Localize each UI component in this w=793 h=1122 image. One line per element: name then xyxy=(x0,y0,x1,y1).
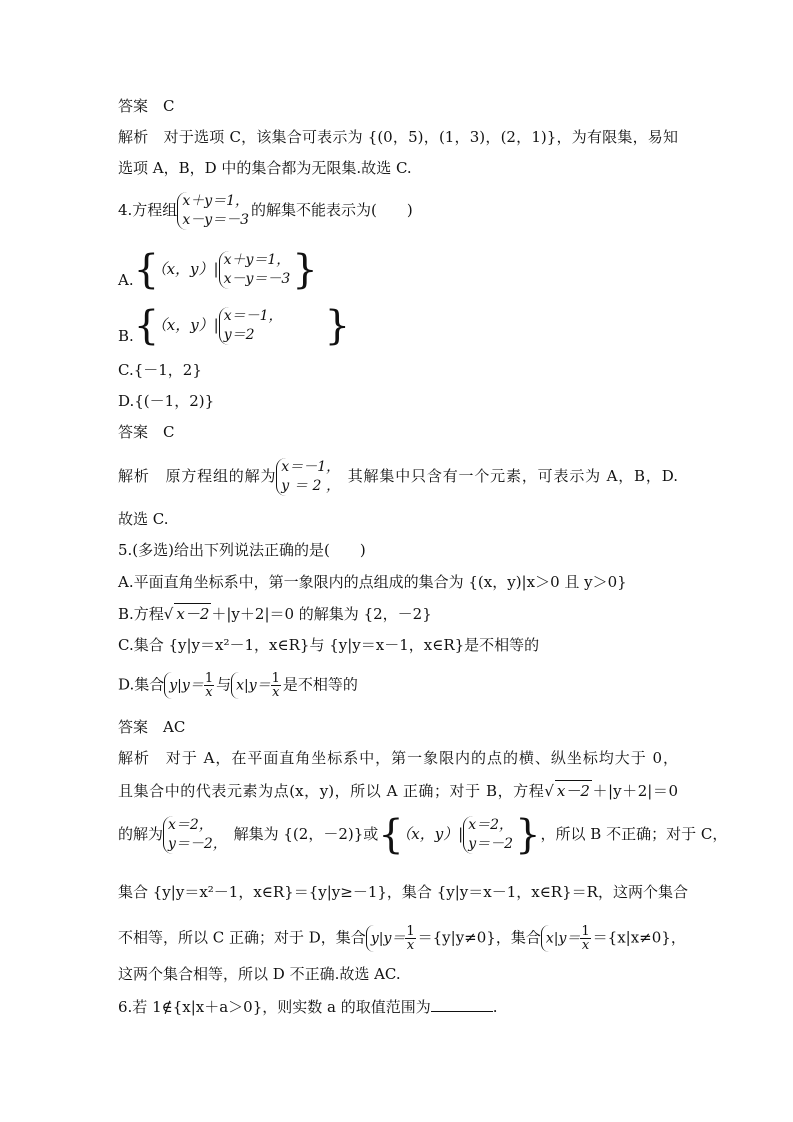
q4-answer: 答案 C xyxy=(118,423,175,441)
q4-stem: 4.方程组 x＋y＝1， x－y＝－3 的解集不能表示为( ) xyxy=(118,193,413,228)
q5-option-c: C.集合 {y|y＝x²－1，x∈R}与 {y|y＝x－1，x∈R}是不相等的 xyxy=(118,636,540,654)
q5-explanation-line5: 不相等，所以 C 正确；对于 D，集合 y|y＝ $\frac{1}{x}$ ＝{y|y≠0}，集合 x|y＝ $\frac{1}{x}$ ＝{x|x≠0}， xyxy=(118,924,686,953)
q5-explanation-line1: 解析 对于 A，在平面直角坐标系中，第一象限内的点的横、纵坐标均大于 0， xyxy=(118,749,678,767)
answer-prev: 答案 C xyxy=(118,97,175,115)
q4-option-d: D.{(－1，2)} xyxy=(118,392,215,410)
q4-explanation-end: 故选 C. xyxy=(118,510,169,528)
q6-stem: 6.若 1∉{x|x＋a＞0}，则实数 a 的取值范围为 . xyxy=(118,998,498,1016)
q5-explanation-line6: 这两个集合相等，所以 D 不正确.故选 AC. xyxy=(118,965,401,983)
q5-answer: 答案 AC xyxy=(118,718,186,736)
q4-option-c: C.{－1，2} xyxy=(118,361,202,379)
q5-option-d: D.集合 y|y＝ $\frac{1}{x}$ 与 x|y＝ $\frac{1}{x}$ 是不相等的 xyxy=(118,671,358,700)
answer-blank xyxy=(431,997,493,1012)
q5-option-b: B.方程√ x－2 ＋|y＋2|＝0 的解集为 {2，－2} xyxy=(118,605,432,623)
q4-option-b: B.{（x，y）| x＝－1， y＝2 } xyxy=(118,303,351,349)
q5-explanation-line2: 且集合中的代表元素为点(x，y)，所以 A 正确；对于 B，方程√ x－2 ＋|y＋2|＝0 xyxy=(118,782,678,800)
explanation-prev-line1: 解析 对于选项 C，该集合可表示为 {(0，5)，(1，3)，(2，1)}，为有限集，易知 xyxy=(118,128,678,146)
q5-explanation-line3: 的解为 x＝2， y＝－2， 解集为 {(2，－2)}或{（x，y）| x＝2， y＝－2 }，所以 B 不正确；对于 C， xyxy=(118,812,728,858)
q4-option-a: A.{（x，y）| x＋y＝1， x－y＝－3 } xyxy=(118,247,318,293)
explanation-prev-line2: 选项 A，B，D 中的集合都为无限集.故选 C. xyxy=(118,159,412,177)
q4-equation-system: x＋y＝1， x－y＝－3 xyxy=(177,192,251,230)
q5-stem: 5.(多选)给出下列说法正确的是( ) xyxy=(118,541,366,559)
q5-explanation-line4: 集合 {y|y＝x²－1，x∈R}＝{y|y≥－1}，集合 {y|y＝x－1，x∈R}＝R，这两个集合 xyxy=(118,883,688,901)
q5-option-a: A.平面直角坐标系中，第一象限内的点组成的集合为 {(x，y)|x＞0 且 y＞0} xyxy=(118,573,627,591)
q4-explanation: 解析 原方程组的解为 x＝－1， y＝2， 其解集中只含有一个元素，可表示为 A，B，D. xyxy=(118,459,678,494)
